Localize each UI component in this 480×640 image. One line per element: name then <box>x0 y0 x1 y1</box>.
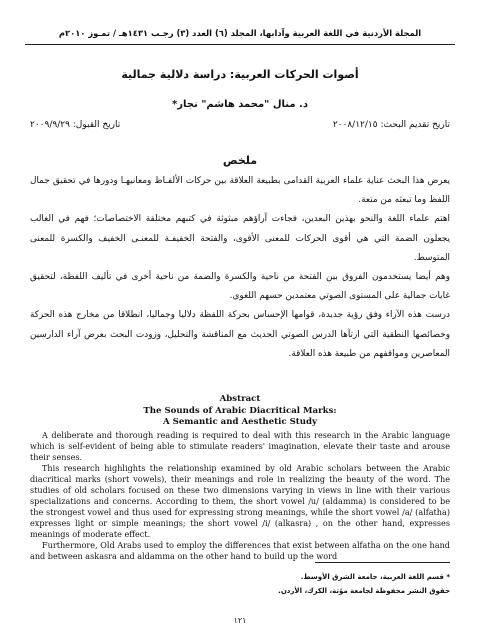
arabic-abstract-paragraph: اهتم علماء اللغة والنحو بهذين البعدين، فجاءت آراؤهم مبثوثة في كتبهم مختلفة الاختصاصات؛ فهم في الغالب يجعلون الضمة التي هي أقوى الحركات للمعنى الأقوى، والفتحة الخفيفـة للمعنـى الخفيف والكسرة للمعنى المتوسط. <box>30 214 450 263</box>
footnotes <box>30 570 450 598</box>
footnote-copyright: حقوق النشر محفوظة لجامعة مؤتة، الكرك، الأردن. <box>278 587 450 595</box>
journal-header: المجلة الأردنية في اللغة العربية وآدابها، المجلد (٦) العدد (٣) رجـب ١٤٣١هـ / تمـوز ٢٠١٠م <box>58 28 422 38</box>
footnote-rule <box>315 562 450 563</box>
arabic-abstract-paragraph: وهم أيضا يستخدمون الفروق بين الفتحة من ناحية والكسرة والضمة من ناحية أخرى في تأليف اللفظة، لتحقيق غايات جمالية على المستوى الصوتي معتمدين حسهم اللغوي. <box>30 272 450 302</box>
arabic-abstract <box>30 172 450 364</box>
english-abstract-paragraph: A deliberate and thorough reading is required to deal with this research in the Arabic language which is self-evident of being able to stimulate readers' imagination, elevate their taste and arouse their senses. <box>30 430 450 462</box>
english-abstract-paragraph: Furthermore, Old Arabs used to employ the differences that exist between alfatha on the one hand and between askasra and aldamma on the other hand to build up the word <box>30 540 450 561</box>
submission-date: تاريخ تقديم البحث: ٢٠٠٨/١٢/١٥ <box>332 120 450 130</box>
english-abstract-heading-block <box>0 394 480 429</box>
arabic-abstract-paragraph: يعرض هذا البحث عناية علماء العربية القدامى بطبيعة العلاقة بين حركات الألفـاظ ومعانيهـا ودورها في تحقيق جمال اللفظ وما تبعثه من متعة. <box>30 176 450 206</box>
english-abstract-heading: Abstract <box>219 394 261 404</box>
article-dates <box>30 120 450 134</box>
english-title-line-2: A Semantic and Aesthetic Study <box>162 417 318 427</box>
arabic-abstract-paragraph: درست هذه الآراء وفق رؤية جديدة، قوامها الإحساس بحركة اللفظة دلاليا وجماليا، انطلاقا من مخارج هذه الحركة وخصائصها النطقية التي ارتآها الدرس الصوتي الحديث مع المناقشة والتحليل، وزودت البحث بعرض آراء الدارسين المعاصرين ومواقفهم من طبيعة هذه العلاقة. <box>30 310 450 359</box>
header-rule <box>25 44 455 45</box>
english-title-line-1: The Sounds of Arabic Diacritical Marks: <box>143 405 337 416</box>
english-abstract-paragraph: This research highlights the relationship examined by old Arabic scholars between the Arabic diacritical marks (short vowels), their meanings and role in realizing the beauty of the word. The studies of old scholars focused on these two dimensions varying in views in line with their various specializations and concerns. According to them, the short vowel /u/ (aldamma) is considered to be the strongest vowel and thus used for expressing strong meanings, while the short vowel /a/ (alfatha) expresses light or simple meanings; the short vowel /i/ (alkasra) , on the other hand, expresses meanings of moderate effect. <box>30 463 450 539</box>
footnote-affiliation: * قسم اللغة العربية، جامعة الشرق الأوسط. <box>300 573 450 581</box>
english-abstract <box>30 430 450 562</box>
article-title: أصوات الحركات العربية: دراسة دلالية جمالية <box>121 68 359 81</box>
author-name: د. منال "محمد هاشم" نجار* <box>172 99 308 110</box>
arabic-abstract-heading: ملخص <box>222 154 258 167</box>
page-number: ١٢١ <box>233 616 247 625</box>
acceptance-date: تاريخ القبول: ٢٠٠٩/٩/٢٩ <box>30 120 121 130</box>
